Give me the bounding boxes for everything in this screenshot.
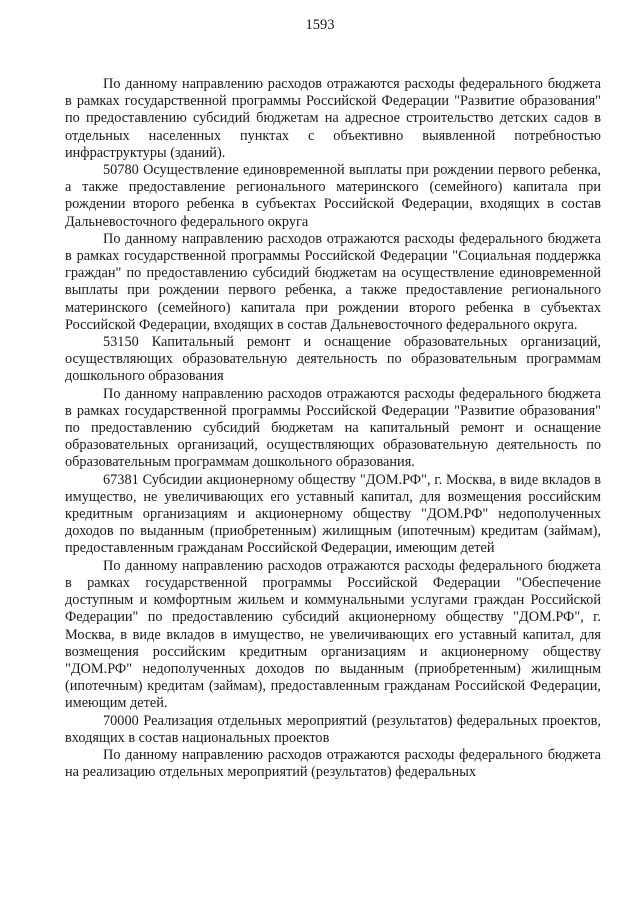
paragraph-8-heading: 70000 Реализация отдельных мероприятий (результатов) федеральных проектов, входящих в состав национальных проектов	[65, 712, 601, 746]
paragraph-7: По данному направлению расходов отражаются расходы федерального бюджета в рамках государственной программы Российской Федерации "Обеспечение доступным и комфортным жильем и коммунальными услугами граждан Российской Федерации" по предоставлению субсидий акционерному обществу "ДОМ.РФ", г. Москва, в виде вкладов в имущество, не увеличивающих его уставный капитал, для возмещения российским кредитным организациям и акционерному обществу "ДОМ.РФ" недополученных доходов по выданным (приобретенным) жилищным (ипотечным) кредитам (займам), предоставленным гражданам Российской Федерации, имеющим детей.	[65, 557, 601, 712]
paragraph-3: По данному направлению расходов отражаются расходы федерального бюджета в рамках государственной программы Российской Федерации "Социальная поддержка граждан" по предоставлению субсидий бюджетам на осуществление единовременной выплаты при рождении первого ребенка, а также предоставление регионального материнского (семейного) капитала при рождении второго ребенка в субъектах Российской Федерации, входящих в состав Дальневосточного федерального округа.	[65, 230, 601, 333]
document-body	[65, 76, 601, 781]
paragraph-2-heading: 50780 Осуществление единовременной выплаты при рождении первого ребенка, а также предоставление регионального материнского (семейного) капитала при рождении второго ребенка в субъектах Российской Федерации, входящих в состав Дальневосточного федерального округа	[65, 162, 601, 230]
paragraph-6-heading: 67381 Субсидии акционерному обществу "ДОМ.РФ", г. Москва, в виде вкладов в имущество, не увеличивающих его уставный капитал, для возмещения российским кредитным организациям и акционерному обществу "ДОМ.РФ" недополученных доходов по выданным (приобретенным) жилищным (ипотечным) кредитам (займам), предоставленным гражданам Российской Федерации, имеющим детей	[65, 471, 601, 557]
paragraph-9: По данному направлению расходов отражаются расходы федерального бюджета на реализацию отдельных мероприятий (результатов) федеральных	[65, 746, 601, 781]
paragraph-5: По данному направлению расходов отражаются расходы федерального бюджета в рамках государственной программы Российской Федерации "Развитие образования" по предоставлению субсидий бюджетам на капитальный ремонт и оснащение образовательных организаций, осуществляющих образовательную деятельность по образовательным программам дошкольного образования.	[65, 385, 601, 471]
paragraph-4-heading: 53150 Капитальный ремонт и оснащение образовательных организаций, осуществляющих образовательную деятельность по образовательным программам дошкольного образования	[65, 334, 601, 385]
page-number: 1593	[305, 17, 335, 33]
paragraph-1: По данному направлению расходов отражаются расходы федерального бюджета в рамках государственной программы Российской Федерации "Развитие образования" по предоставлению субсидий бюджетам на адресное строительство детских садов в отдельных населенных пунктах с объективно выявленной потребностью инфраструктуры (зданий).	[65, 76, 601, 161]
